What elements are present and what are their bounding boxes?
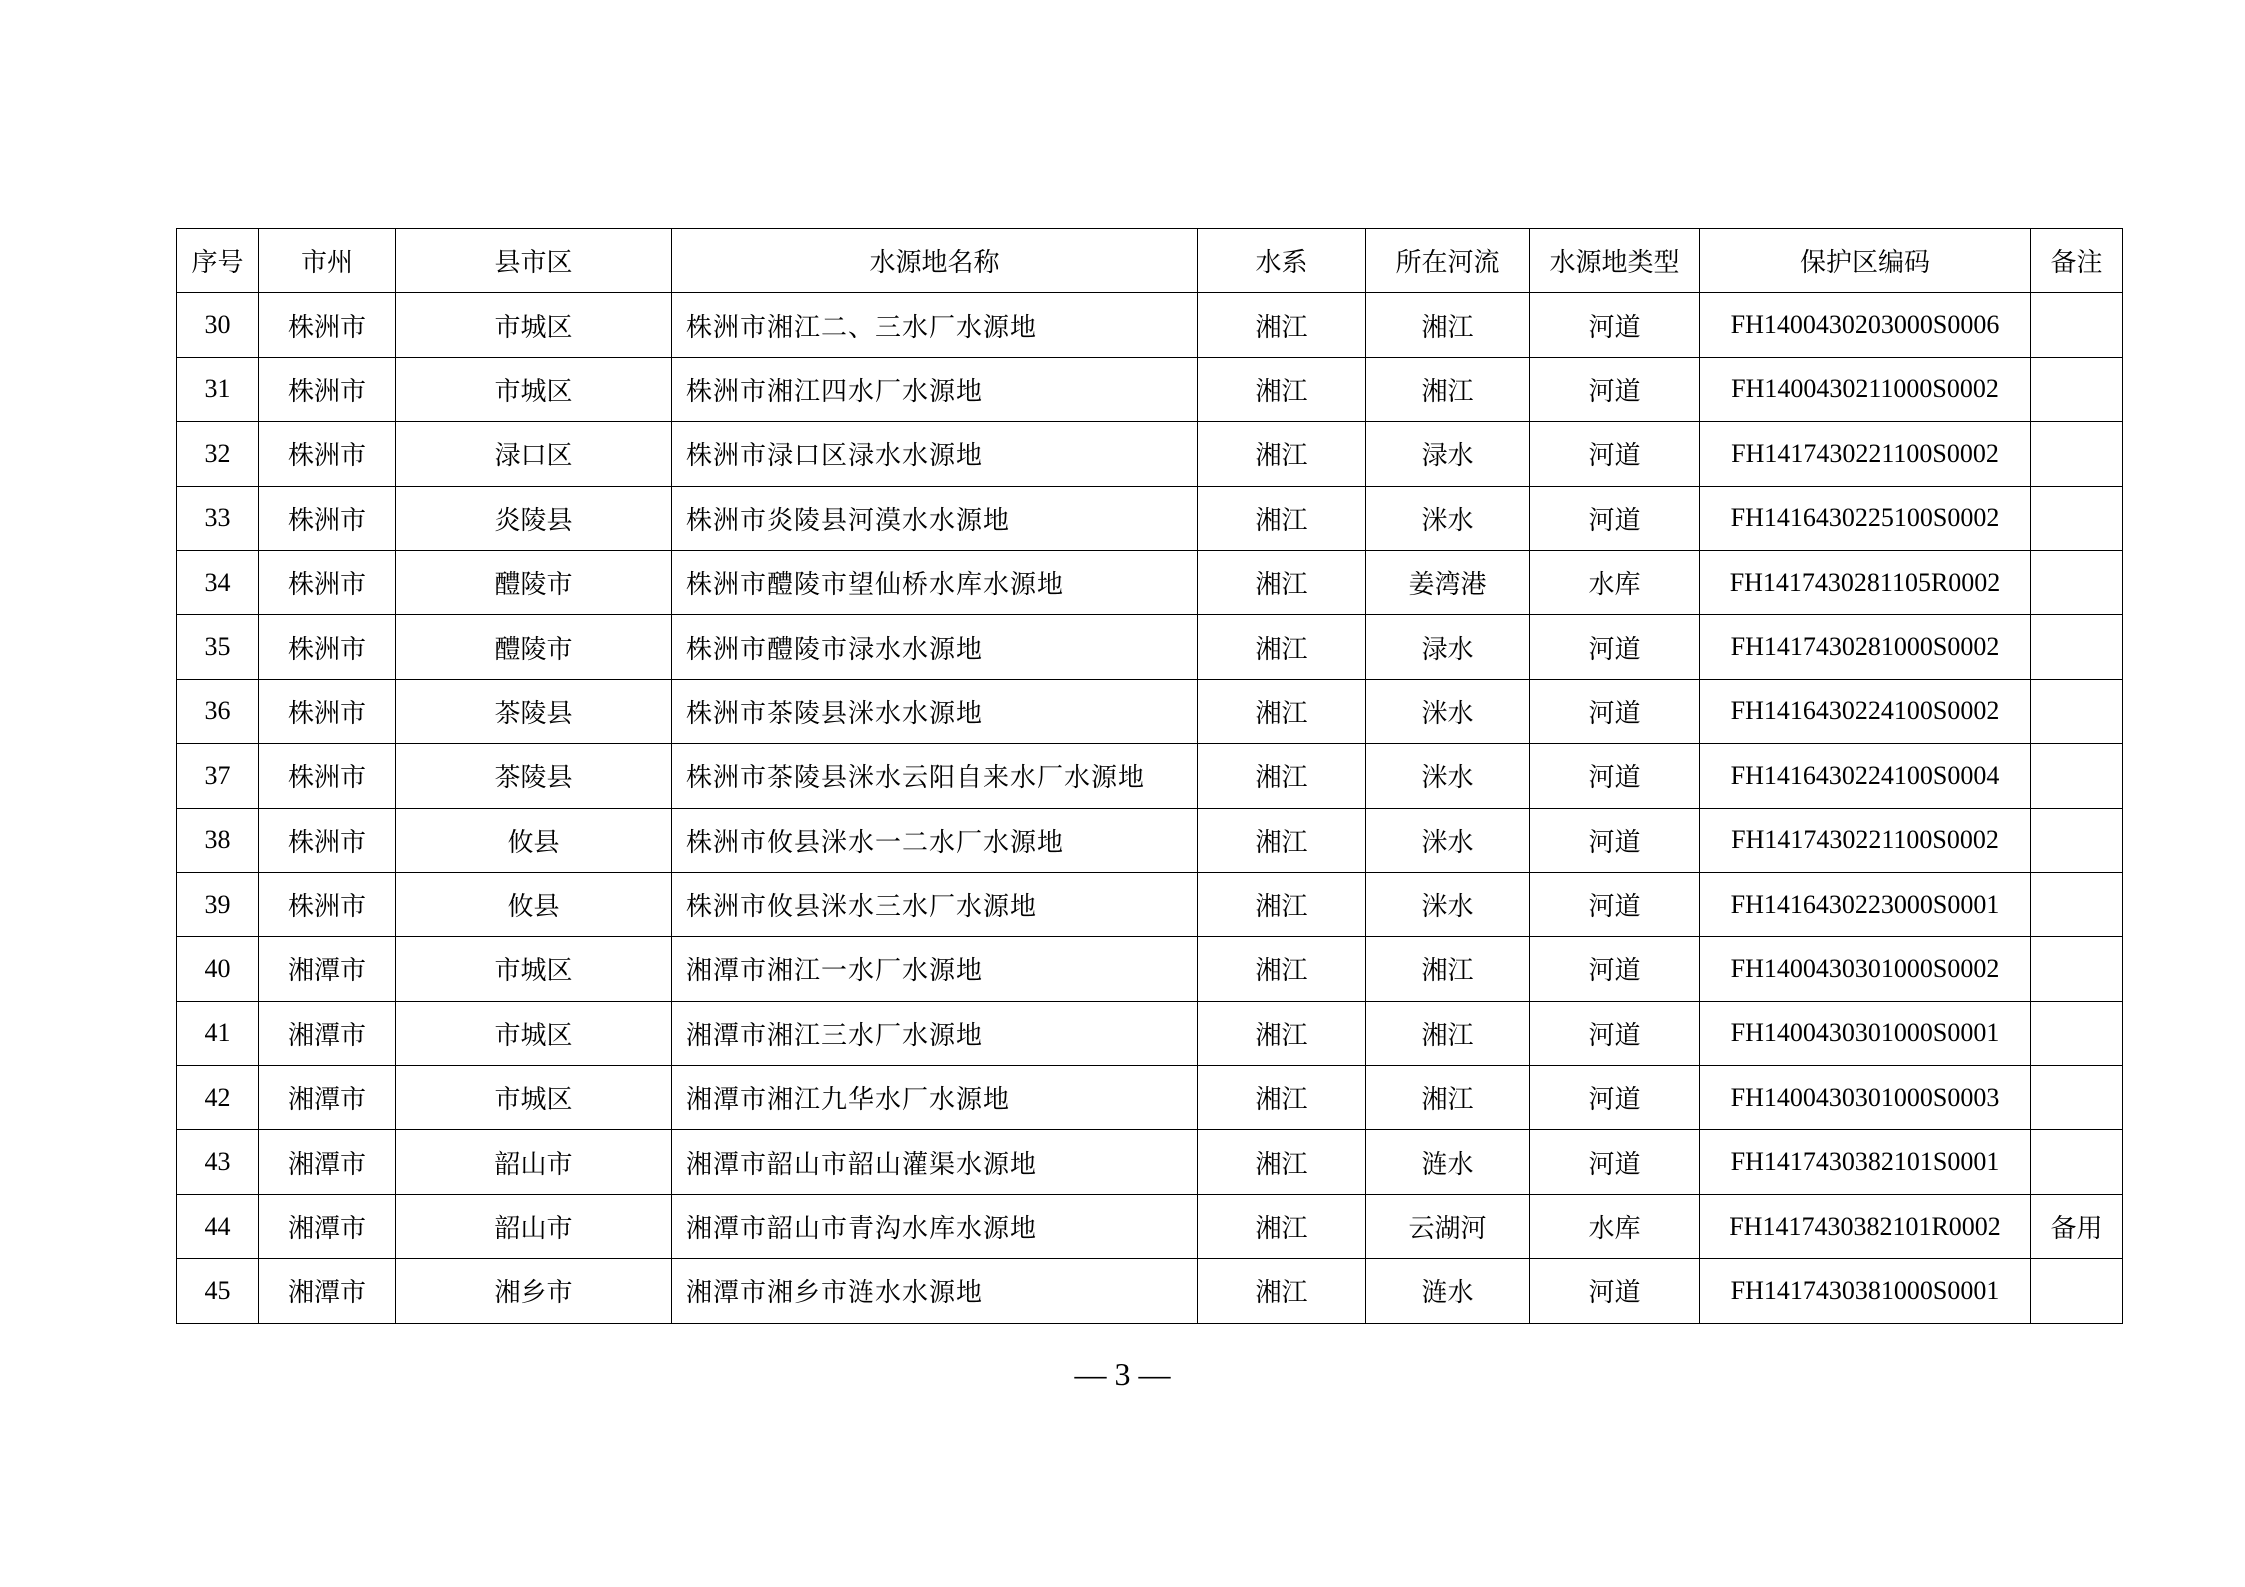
cell-river: 渌水 (1366, 615, 1530, 679)
cell-remark (2031, 422, 2123, 486)
cell-name: 株洲市茶陵县洣水水源地 (672, 679, 1198, 743)
cell-county: 韶山市 (396, 1194, 672, 1258)
cell-remark (2031, 615, 2123, 679)
cell-remark (2031, 486, 2123, 550)
cell-river: 涟水 (1366, 1130, 1530, 1194)
cell-seq: 42 (177, 1066, 259, 1130)
cell-name: 株洲市渌口区渌水水源地 (672, 422, 1198, 486)
cell-system: 湘江 (1198, 1066, 1366, 1130)
cell-code: FH1416430223000S0001 (1700, 872, 2031, 936)
cell-city: 株洲市 (259, 679, 396, 743)
table-row (177, 937, 2123, 1001)
cell-code: FH1417430281000S0002 (1700, 615, 2031, 679)
cell-name: 株洲市炎陵县河漠水水源地 (672, 486, 1198, 550)
cell-city: 湘潭市 (259, 1066, 396, 1130)
cell-seq: 44 (177, 1194, 259, 1258)
cell-type: 水库 (1530, 1194, 1700, 1258)
cell-system: 湘江 (1198, 937, 1366, 1001)
table-row (177, 1001, 2123, 1065)
cell-remark (2031, 1259, 2123, 1323)
cell-system: 湘江 (1198, 808, 1366, 872)
cell-name: 株洲市湘江四水厂水源地 (672, 357, 1198, 421)
cell-river: 湘江 (1366, 1001, 1530, 1065)
cell-code: FH1416430224100S0004 (1700, 744, 2031, 808)
cell-code: FH1417430382101S0001 (1700, 1130, 2031, 1194)
cell-name: 湘潭市韶山市青沟水库水源地 (672, 1194, 1198, 1258)
header-remark: 备注 (2031, 229, 2123, 293)
cell-river: 涟水 (1366, 1259, 1530, 1323)
cell-river: 洣水 (1366, 872, 1530, 936)
table-row (177, 486, 2123, 550)
cell-county: 湘乡市 (396, 1259, 672, 1323)
cell-name: 湘潭市湘江一水厂水源地 (672, 937, 1198, 1001)
cell-seq: 32 (177, 422, 259, 486)
cell-code: FH1417430221100S0002 (1700, 808, 2031, 872)
cell-remark (2031, 872, 2123, 936)
header-source-name: 水源地名称 (672, 229, 1198, 293)
cell-river: 湘江 (1366, 937, 1530, 1001)
cell-system: 湘江 (1198, 422, 1366, 486)
table-row (177, 293, 2123, 357)
table-row (177, 615, 2123, 679)
cell-system: 湘江 (1198, 550, 1366, 614)
cell-seq: 37 (177, 744, 259, 808)
cell-name: 湘潭市湘江九华水厂水源地 (672, 1066, 1198, 1130)
cell-system: 湘江 (1198, 872, 1366, 936)
cell-city: 湘潭市 (259, 1130, 396, 1194)
cell-name: 株洲市攸县洣水三水厂水源地 (672, 872, 1198, 936)
cell-city: 湘潭市 (259, 1259, 396, 1323)
header-seq: 序号 (177, 229, 259, 293)
page-number: — 3 — (1074, 1356, 1171, 1392)
cell-remark (2031, 679, 2123, 743)
cell-river: 湘江 (1366, 357, 1530, 421)
cell-river: 洣水 (1366, 808, 1530, 872)
cell-city: 株洲市 (259, 744, 396, 808)
cell-remark (2031, 1130, 2123, 1194)
cell-county: 攸县 (396, 808, 672, 872)
cell-seq: 43 (177, 1130, 259, 1194)
cell-name: 株洲市醴陵市渌水水源地 (672, 615, 1198, 679)
cell-type: 河道 (1530, 1066, 1700, 1130)
cell-city: 株洲市 (259, 615, 396, 679)
cell-remark (2031, 293, 2123, 357)
table-row (177, 1066, 2123, 1130)
cell-system: 湘江 (1198, 615, 1366, 679)
cell-seq: 38 (177, 808, 259, 872)
cell-system: 湘江 (1198, 1194, 1366, 1258)
cell-city: 株洲市 (259, 357, 396, 421)
cell-code: FH1400430301000S0001 (1700, 1001, 2031, 1065)
cell-type: 河道 (1530, 744, 1700, 808)
header-county: 县市区 (396, 229, 672, 293)
cell-river: 姜湾港 (1366, 550, 1530, 614)
cell-code: FH1416430225100S0002 (1700, 486, 2031, 550)
cell-code: FH1400430203000S0006 (1700, 293, 2031, 357)
cell-seq: 31 (177, 357, 259, 421)
table-body (177, 293, 2123, 1323)
cell-county: 茶陵县 (396, 679, 672, 743)
cell-city: 湘潭市 (259, 937, 396, 1001)
header-protection-code: 保护区编码 (1700, 229, 2031, 293)
cell-seq: 45 (177, 1259, 259, 1323)
cell-code: FH1417430381000S0001 (1700, 1259, 2031, 1323)
table-row (177, 679, 2123, 743)
cell-code: FH1417430281105R0002 (1700, 550, 2031, 614)
cell-name: 株洲市湘江二、三水厂水源地 (672, 293, 1198, 357)
cell-type: 河道 (1530, 422, 1700, 486)
cell-name: 湘潭市韶山市韶山灌渠水源地 (672, 1130, 1198, 1194)
cell-system: 湘江 (1198, 293, 1366, 357)
table-header-row (177, 229, 2123, 293)
cell-code: FH1417430382101R0002 (1700, 1194, 2031, 1258)
cell-river: 洣水 (1366, 486, 1530, 550)
cell-name: 湘潭市湘江三水厂水源地 (672, 1001, 1198, 1065)
cell-county: 炎陵县 (396, 486, 672, 550)
cell-code: FH1400430211000S0002 (1700, 357, 2031, 421)
cell-type: 河道 (1530, 808, 1700, 872)
header-river: 所在河流 (1366, 229, 1530, 293)
cell-county: 市城区 (396, 1001, 672, 1065)
cell-system: 湘江 (1198, 1130, 1366, 1194)
cell-name: 株洲市攸县洣水一二水厂水源地 (672, 808, 1198, 872)
cell-river: 渌水 (1366, 422, 1530, 486)
cell-system: 湘江 (1198, 1001, 1366, 1065)
cell-remark (2031, 550, 2123, 614)
cell-county: 醴陵市 (396, 550, 672, 614)
cell-seq: 34 (177, 550, 259, 614)
cell-county: 攸县 (396, 872, 672, 936)
table-row (177, 1259, 2123, 1323)
water-source-table (176, 228, 2123, 1324)
cell-river: 洣水 (1366, 744, 1530, 808)
header-city: 市州 (259, 229, 396, 293)
cell-county: 市城区 (396, 357, 672, 421)
cell-city: 株洲市 (259, 550, 396, 614)
table-row (177, 357, 2123, 421)
cell-river: 云湖河 (1366, 1194, 1530, 1258)
cell-seq: 33 (177, 486, 259, 550)
table-row (177, 872, 2123, 936)
cell-code: FH1400430301000S0003 (1700, 1066, 2031, 1130)
cell-remark (2031, 1001, 2123, 1065)
cell-county: 韶山市 (396, 1130, 672, 1194)
cell-city: 株洲市 (259, 808, 396, 872)
table-row (177, 744, 2123, 808)
cell-type: 河道 (1530, 357, 1700, 421)
cell-city: 株洲市 (259, 486, 396, 550)
cell-seq: 36 (177, 679, 259, 743)
cell-county: 市城区 (396, 293, 672, 357)
table-row (177, 1130, 2123, 1194)
cell-type: 河道 (1530, 615, 1700, 679)
cell-code: FH1417430221100S0002 (1700, 422, 2031, 486)
cell-seq: 35 (177, 615, 259, 679)
cell-type: 河道 (1530, 1259, 1700, 1323)
cell-county: 醴陵市 (396, 615, 672, 679)
cell-remark (2031, 937, 2123, 1001)
cell-city: 湘潭市 (259, 1001, 396, 1065)
cell-name: 株洲市醴陵市望仙桥水库水源地 (672, 550, 1198, 614)
cell-city: 株洲市 (259, 422, 396, 486)
cell-city: 株洲市 (259, 872, 396, 936)
cell-remark (2031, 808, 2123, 872)
cell-remark (2031, 357, 2123, 421)
cell-remark (2031, 744, 2123, 808)
cell-county: 市城区 (396, 1066, 672, 1130)
cell-seq: 41 (177, 1001, 259, 1065)
cell-city: 株洲市 (259, 293, 396, 357)
cell-river: 湘江 (1366, 293, 1530, 357)
cell-remark (2031, 1066, 2123, 1130)
cell-type: 河道 (1530, 293, 1700, 357)
cell-type: 河道 (1530, 1130, 1700, 1194)
cell-system: 湘江 (1198, 744, 1366, 808)
cell-type: 河道 (1530, 679, 1700, 743)
cell-seq: 39 (177, 872, 259, 936)
table-row (177, 1194, 2123, 1258)
cell-name: 株洲市茶陵县洣水云阳自来水厂水源地 (672, 744, 1198, 808)
cell-code: FH1400430301000S0002 (1700, 937, 2031, 1001)
cell-type: 河道 (1530, 486, 1700, 550)
cell-name: 湘潭市湘乡市涟水水源地 (672, 1259, 1198, 1323)
cell-county: 渌口区 (396, 422, 672, 486)
cell-system: 湘江 (1198, 486, 1366, 550)
cell-system: 湘江 (1198, 357, 1366, 421)
cell-seq: 40 (177, 937, 259, 1001)
cell-type: 水库 (1530, 550, 1700, 614)
cell-type: 河道 (1530, 1001, 1700, 1065)
cell-river: 湘江 (1366, 1066, 1530, 1130)
cell-remark: 备用 (2031, 1194, 2123, 1258)
cell-code: FH1416430224100S0002 (1700, 679, 2031, 743)
table-row (177, 422, 2123, 486)
cell-river: 洣水 (1366, 679, 1530, 743)
header-water-system: 水系 (1198, 229, 1366, 293)
cell-county: 茶陵县 (396, 744, 672, 808)
table-row (177, 808, 2123, 872)
cell-type: 河道 (1530, 872, 1700, 936)
header-source-type: 水源地类型 (1530, 229, 1700, 293)
cell-system: 湘江 (1198, 1259, 1366, 1323)
cell-county: 市城区 (396, 937, 672, 1001)
cell-seq: 30 (177, 293, 259, 357)
cell-type: 河道 (1530, 937, 1700, 1001)
cell-system: 湘江 (1198, 679, 1366, 743)
table-row (177, 550, 2123, 614)
cell-city: 湘潭市 (259, 1194, 396, 1258)
